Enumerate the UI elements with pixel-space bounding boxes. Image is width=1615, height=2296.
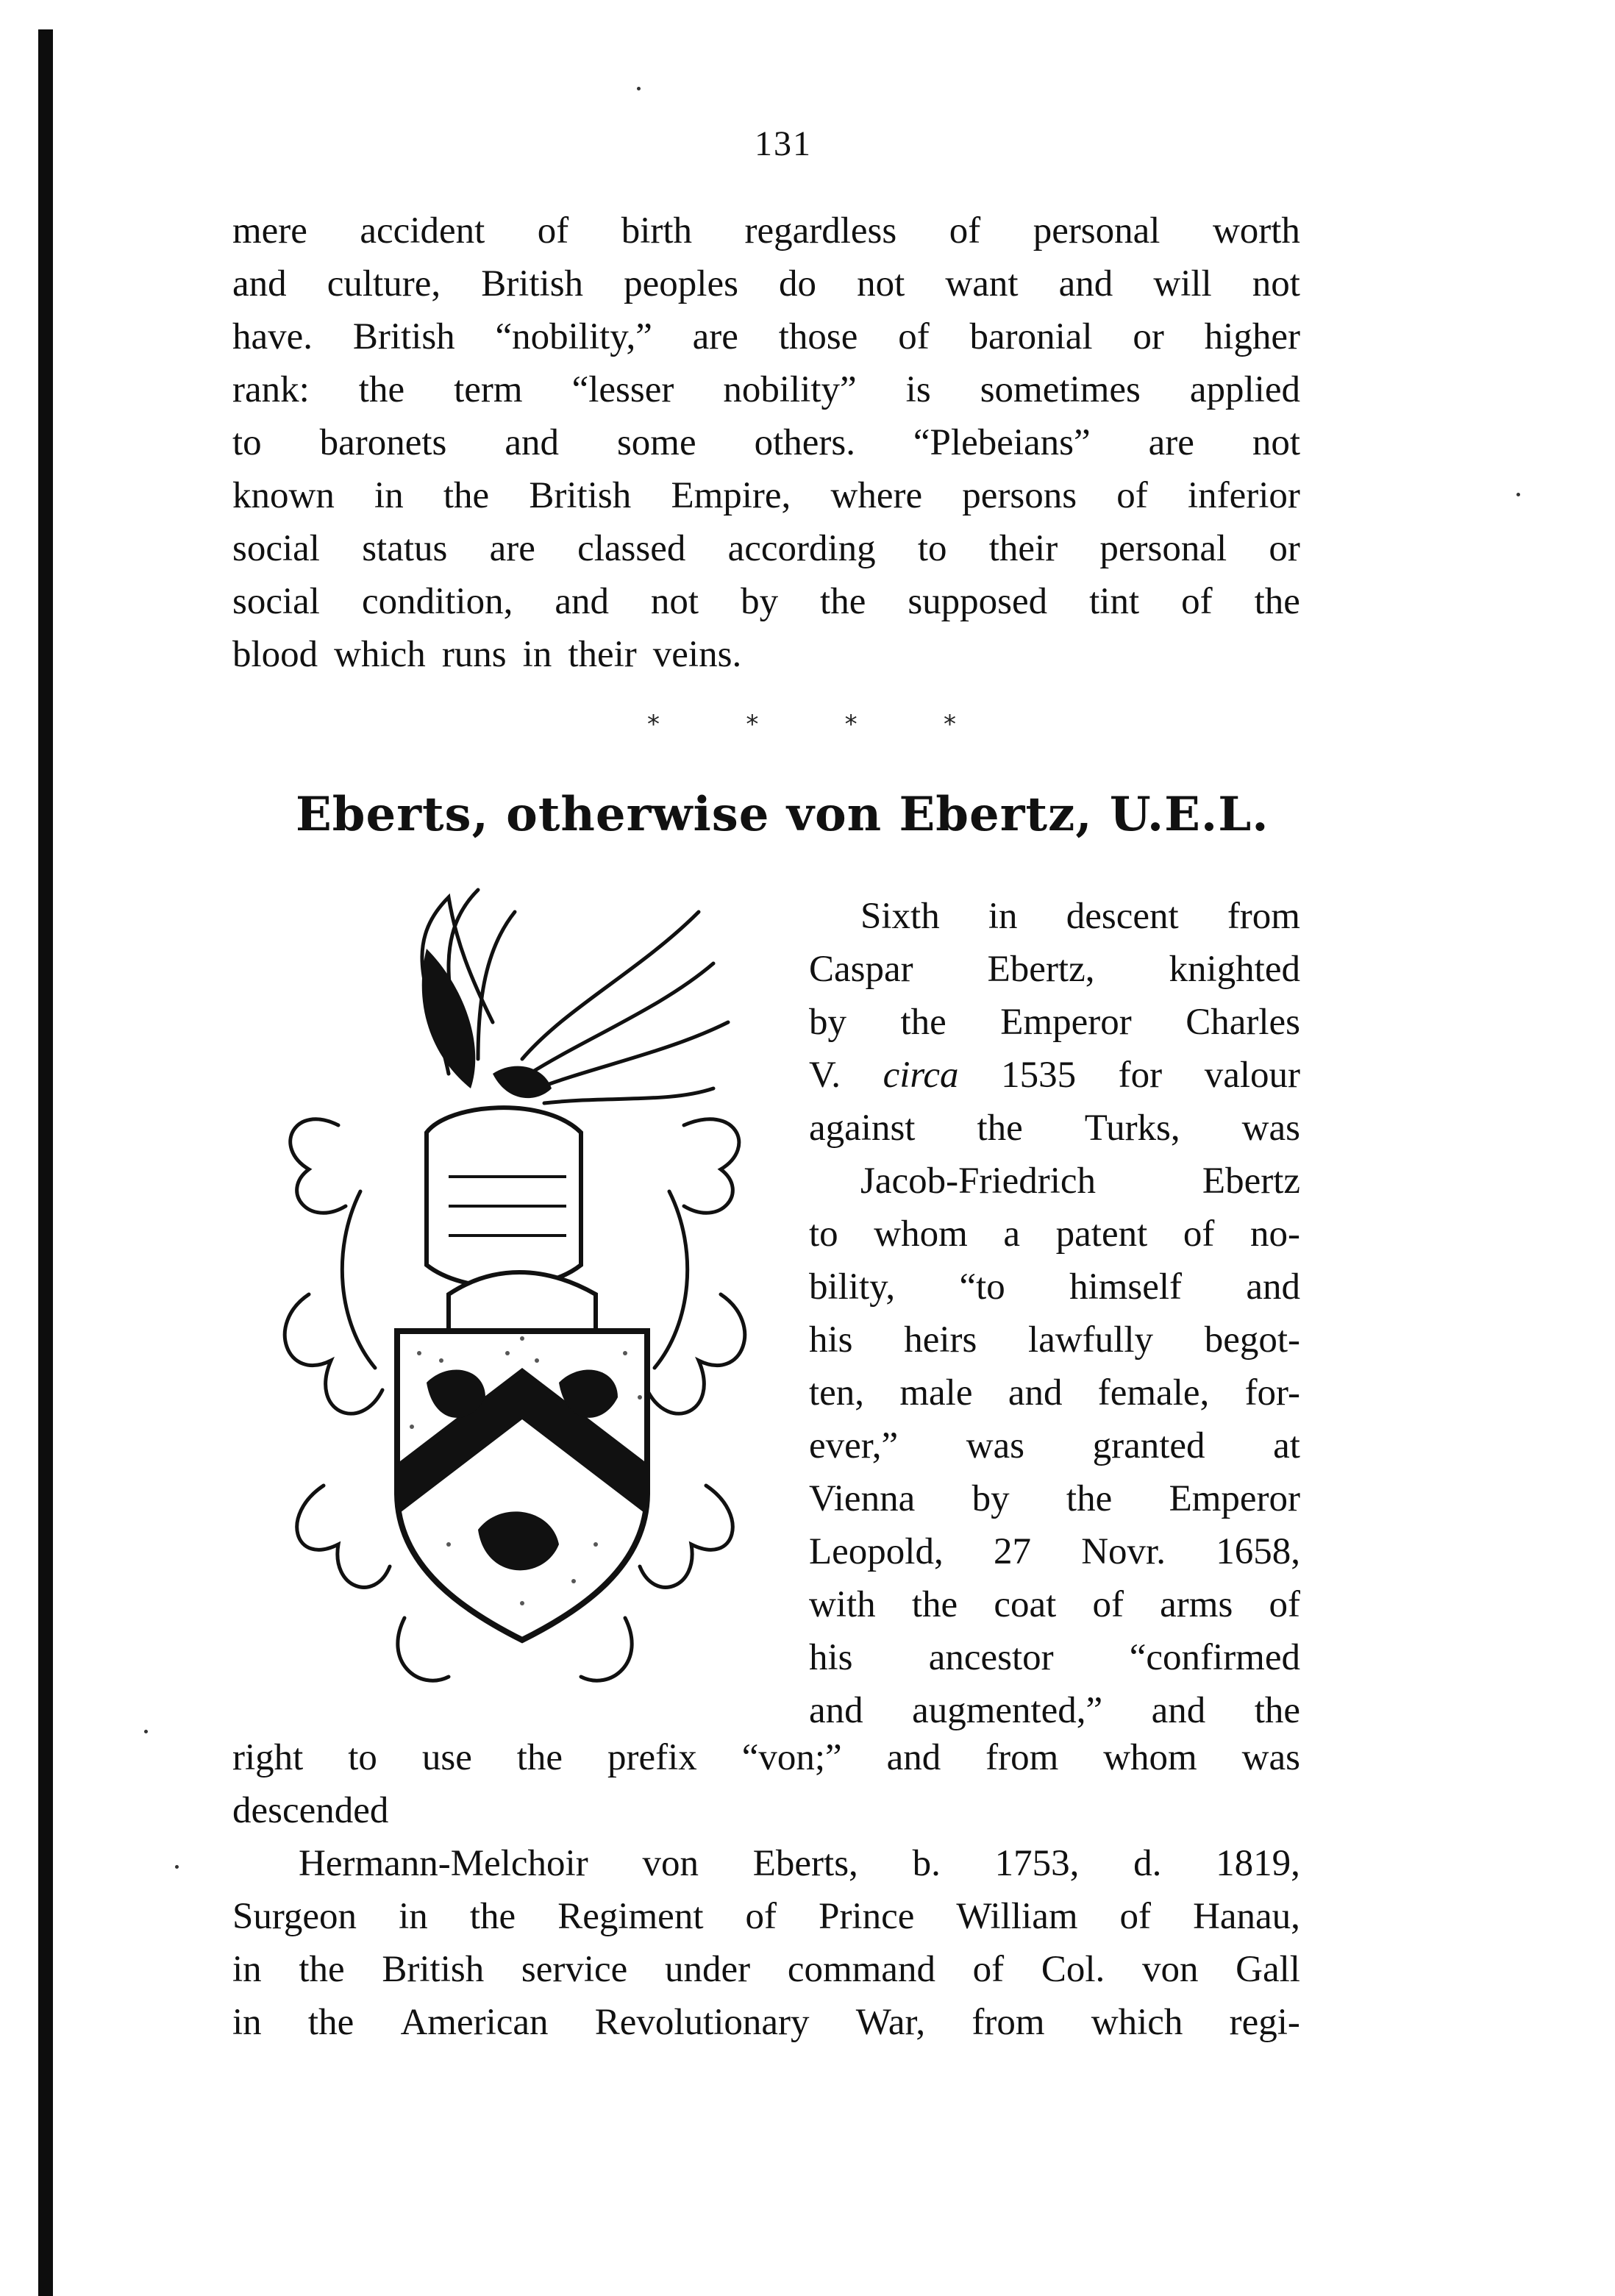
text-line: rank: the term “lesser nobility” is sometimes applied — [232, 369, 1300, 410]
coat-of-arms-illustration — [228, 883, 802, 1736]
text-line: in the American Revolutionary War, from which regi- — [232, 2002, 1300, 2043]
page-number: 131 — [755, 124, 812, 163]
text-line: ever,” was granted at — [809, 1425, 1300, 1466]
text-line: to whom a patent of no- — [809, 1213, 1300, 1255]
section-heading: Eberts, otherwise von Ebertz, U.E.L. — [296, 787, 1269, 842]
text-line: Caspar Ebertz, knighted — [809, 949, 1300, 990]
text-line: Surgeon in the Regiment of Prince William of Hanau, — [232, 1896, 1300, 1937]
text-line: against the Turks, was — [809, 1108, 1300, 1149]
text-line: V. circa 1535 for valour — [809, 1055, 1300, 1096]
print-speck — [144, 1730, 148, 1733]
text-line: bility, “to himself and — [809, 1266, 1300, 1308]
text-line: have. British “nobility,” are those of baronial or higher — [232, 316, 1300, 357]
print-speck — [1516, 493, 1520, 496]
text-line: descended — [232, 1790, 389, 1831]
text-line: in the British service under command of Col. von Gall — [232, 1949, 1300, 1990]
paragraph-bottom — [232, 1731, 1300, 2049]
asterisk: * — [844, 710, 858, 739]
text-line: blood which runs in their veins. — [232, 634, 742, 675]
paragraph-beside-illustration — [809, 890, 1300, 1737]
text-line: Leopold, 27 Novr. 1658, — [809, 1531, 1300, 1572]
page-binding-edge — [38, 29, 53, 2296]
asterisk: * — [943, 710, 956, 739]
print-speck — [637, 87, 641, 90]
section-separator — [647, 710, 956, 739]
text-line: to baronets and some others. “Plebeians” are not — [232, 422, 1300, 463]
paragraph-top — [232, 204, 1300, 681]
text-line: Sixth in descent from — [860, 896, 1300, 937]
text-line: known in the British Empire, where persons of inferior — [232, 475, 1300, 516]
text-line: social status are classed according to their personal or — [232, 528, 1300, 569]
text-line: and culture, British peoples do not want and will not — [232, 263, 1300, 304]
text-line: ten, male and female, for- — [809, 1372, 1300, 1413]
text-line: Vienna by the Emperor — [809, 1478, 1300, 1519]
text-line: Hermann-Melchoir von Eberts, b. 1753, d. 1819, — [299, 1843, 1300, 1884]
text-line: Jacob-Friedrich Ebertz — [860, 1161, 1300, 1202]
text-line: mere accident of birth regardless of personal worth — [232, 210, 1300, 252]
text-line: his ancestor “confirmed — [809, 1637, 1300, 1678]
text-line: by the Emperor Charles — [809, 1002, 1300, 1043]
print-speck — [175, 1865, 179, 1869]
asterisk: * — [647, 710, 660, 739]
text-line: social condition, and not by the supposed tint of the — [232, 581, 1300, 622]
text-line: and augmented,” and the — [809, 1690, 1300, 1731]
text-line: his heirs lawfully begot- — [809, 1319, 1300, 1361]
text-line: right to use the prefix “von;” and from whom was — [232, 1737, 1300, 1778]
asterisk: * — [746, 710, 759, 739]
text-line: with the coat of arms of — [809, 1584, 1300, 1625]
